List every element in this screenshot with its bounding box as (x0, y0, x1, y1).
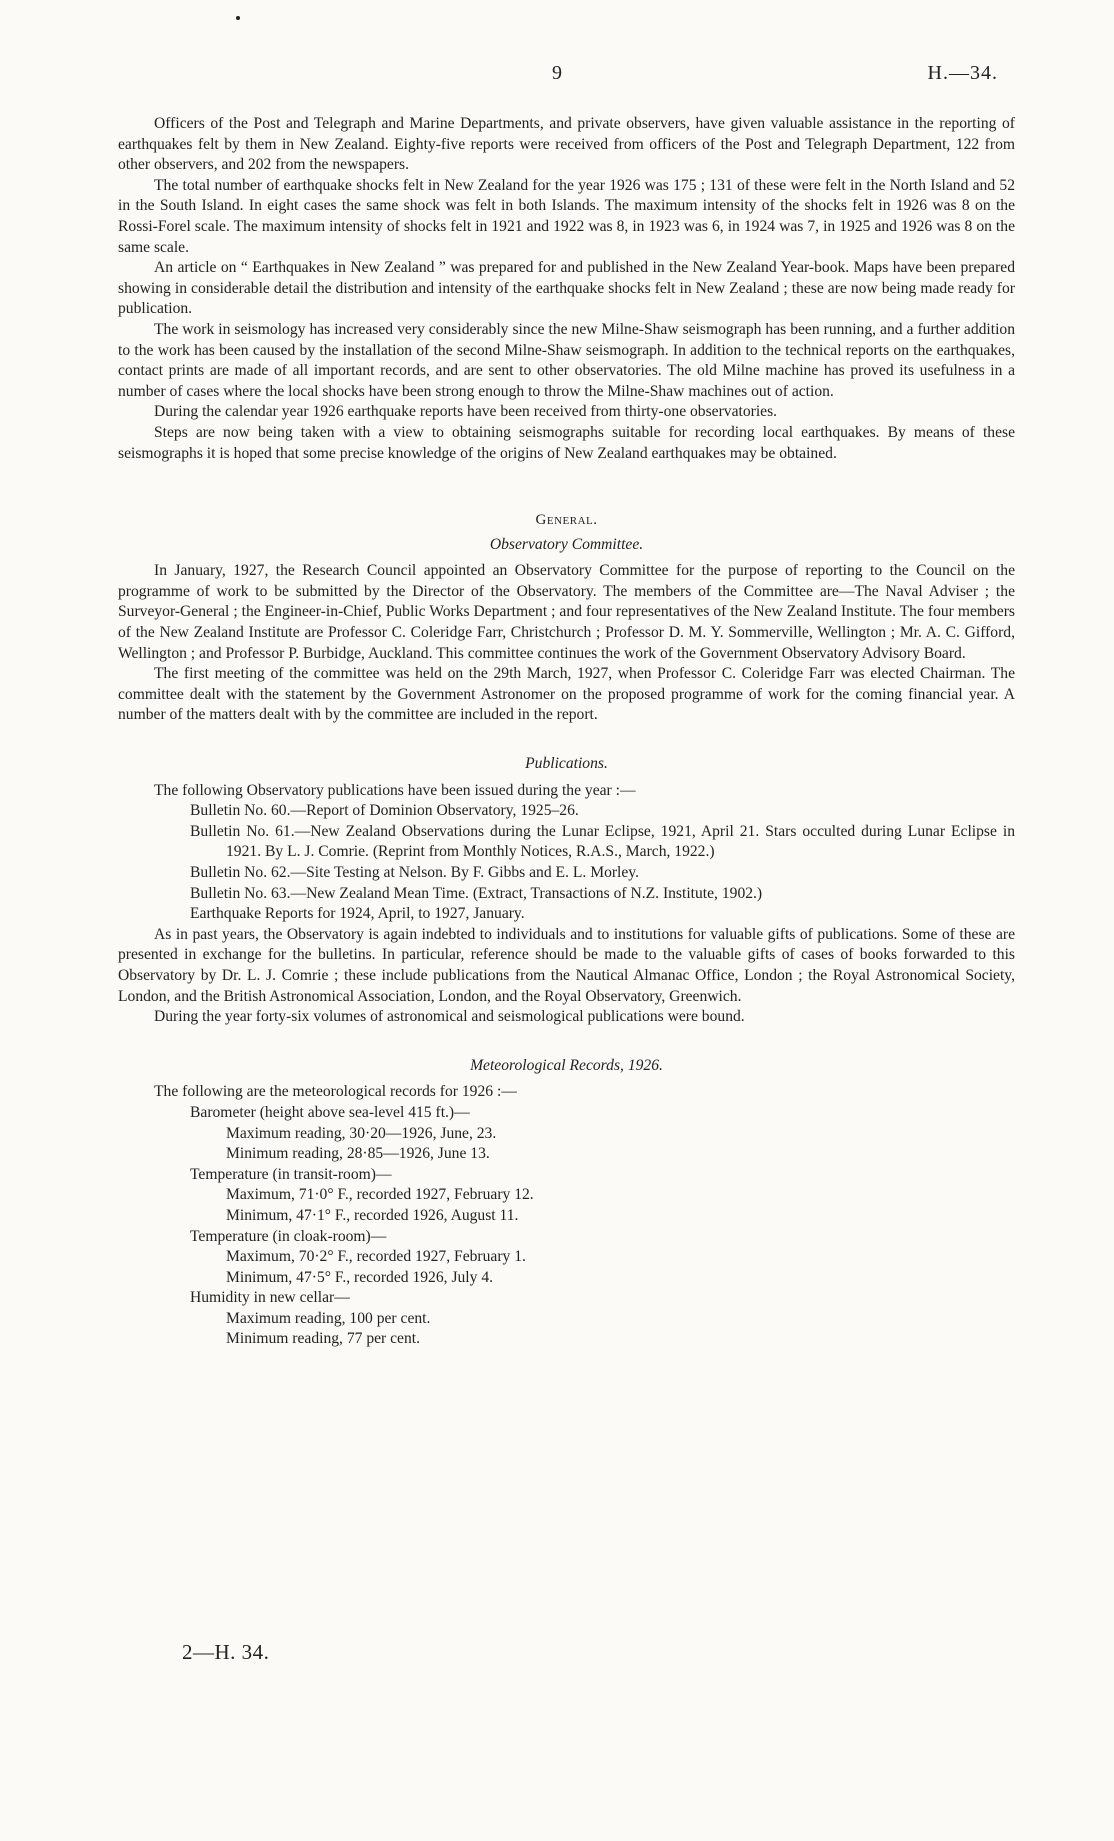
paragraph: In January, 1927, the Research Council appointed an Observatory Committee for the purpose of reporting to the Council on the programme of work to be submitted by the Director of the Observatory. The members of the Committee are—The Naval Adviser ; the Surveyor-General ; the Engineer-in-Chief, Public Works Department ; and four representatives of the New Zealand Institute. The four members of the New Zealand Institute are Professor C. Coleridge Farr, Christchurch ; Professor D. M. Y. Sommerville, Wellington ; Mr. A. C. Gifford, Wellington ; and Professor P. Burbidge, Auckland. This committee continues the work of the Government Observatory Advisory Board. (118, 562, 1015, 662)
publications-section (118, 754, 1015, 1028)
meteorological-records-section (118, 1056, 1015, 1350)
transit-room-min-reading: Minimum, 47·1° F., recorded 1926, August 11. (226, 1206, 519, 1224)
print-speck (236, 16, 240, 20)
paragraph: The total number of earthquake shocks felt in New Zealand for the year 1926 was 175 ; 131 of these were felt in the North Island and 52 in the South Island. In eight cases the same shock was felt in both Islands. The maximum intensity of the shocks felt in 1926 was 8 on the Rossi-Forel scale. The maximum intensity of shocks felt in 1921 and 1922 was 8, in 1923 was 6, in 1924 was 7, in 1925 and 1926 was 8 on the same scale. (118, 176, 1015, 256)
document-reference: H.—34. (927, 62, 998, 84)
paragraph: The work in seismology has increased very considerably since the new Milne-Shaw seismograph has been running, and a further addition to the work has been caused by the installation of the second Milne-Shaw seismograph. In addition to the technical reports on the earthquakes, contact prints are made of all important records, and are sent to other observatories. The old Milne machine has proved its usefulness in a number of cases where the local shocks have been strong enough to throw the Milne-Shaw machines out of action. (118, 320, 1015, 400)
list-item: Bulletin No. 60.—Report of Dominion Observatory, 1925–26. (190, 802, 579, 820)
meteorological-lead: The following are the meteorological records for 1926 :— (154, 1083, 517, 1101)
observatory-committee-section (118, 535, 1015, 726)
transit-room-max-reading: Maximum, 71·0° F., recorded 1927, February 12. (226, 1186, 534, 1204)
list-item: Earthquake Reports for 1924, April, to 1927, January. (190, 905, 525, 923)
subsection-heading-observatory-committee: Observatory Committee. (489, 535, 644, 553)
cloak-room-max-reading: Maximum, 70·2° F., recorded 1927, February 1. (226, 1248, 526, 1266)
humidity-label: Humidity in new cellar— (190, 1289, 350, 1307)
barometer-max-reading: Maximum reading, 30·20—1926, June, 23. (226, 1124, 497, 1142)
barometer-label: Barometer (height above sea-level 415 ft.)— (190, 1103, 470, 1121)
paragraph: During the year forty-six volumes of astronomical and seismological publications were bound. (154, 1008, 745, 1026)
page-number: 9 (552, 62, 562, 84)
document-body (118, 114, 1015, 1350)
publications-lead: The following Observatory publications have been issued during the year :— (154, 781, 636, 799)
list-item: Bulletin No. 61.—New Zealand Observations during the Lunar Eclipse, 1921, April 21. Stars occulted during Lunar Eclipse in 1921. By L. J. Comrie. (Reprint from Monthly Notices, R.A.S., March, 1922.) (190, 822, 1015, 861)
meteorological-records-list (118, 1103, 1015, 1350)
publications-list (118, 801, 1015, 925)
subsection-heading-publications: Publications. (525, 755, 608, 773)
section-heading-general: General. (535, 512, 598, 529)
transit-room-temperature-label: Temperature (in transit-room)— (190, 1165, 392, 1183)
list-item: Bulletin No. 63.—New Zealand Mean Time. (Extract, Transactions of N.Z. Institute, 1902.) (190, 884, 763, 902)
paragraph: An article on “ Earthquakes in New Zealand ” was prepared for and published in the New Zealand Year-book. Maps have been prepared showing in considerable detail the distribution and intensity of the earthquake shocks felt in New Zealand ; these are now being made ready for publication. (118, 259, 1015, 318)
paragraph: During the calendar year 1926 earthquake reports have been received from thirty-one observatories. (154, 403, 778, 421)
paragraph: Steps are now being taken with a view to obtaining seismographs suitable for recording local earthquakes. By means of these seismographs it is hoped that some precise knowledge of the origins of New Zealand earthquakes may be obtained. (118, 423, 1015, 462)
list-item: Bulletin No. 62.—Site Testing at Nelson. By F. Gibbs and E. L. Morley. (190, 864, 639, 881)
paragraph: Officers of the Post and Telegraph and Marine Departments, and private observers, have given valuable assistance in the reporting of earthquakes felt by them in New Zealand. Eighty-five reports were received from officers of the Post and Telegraph Department, 122 from other observers, and 202 from the newspapers. (118, 115, 1015, 174)
signature-reference: 2—H. 34. (182, 1640, 270, 1664)
cloak-room-temperature-label: Temperature (in cloak-room)— (190, 1227, 387, 1245)
barometer-min-reading: Minimum reading, 28·85—1926, June 13. (226, 1145, 490, 1163)
humidity-max-reading: Maximum reading, 100 per cent. (226, 1309, 431, 1327)
cloak-room-min-reading: Minimum, 47·5° F., recorded 1926, July 4. (226, 1268, 494, 1286)
paragraph: As in past years, the Observatory is again indebted to individuals and to institutions for valuable gifts of publications. Some of these are presented in exchange for the bulletins. In particular, reference should be made to the valuable gifts of cases of books forwarded to this Observatory by Dr. L. J. Comrie ; these include publications from the Nautical Almanac Office, London ; the Royal Astronomical Society, London, and the British Astronomical Association, London, and the Royal Observatory, Greenwich. (118, 925, 1015, 1005)
paragraph: The first meeting of the committee was held on the 29th March, 1927, when Professor C. Coleridge Farr was elected Chairman. The committee dealt with the statement by the Government Astronomer on the proposed programme of work for the coming financial year. A number of the matters dealt with by the committee are included in the report. (118, 665, 1015, 724)
humidity-min-reading: Minimum reading, 77 per cent. (226, 1330, 421, 1348)
seismology-section (118, 114, 1015, 464)
subsection-heading-meteorological-records: Meteorological Records, 1926. (470, 1056, 663, 1074)
